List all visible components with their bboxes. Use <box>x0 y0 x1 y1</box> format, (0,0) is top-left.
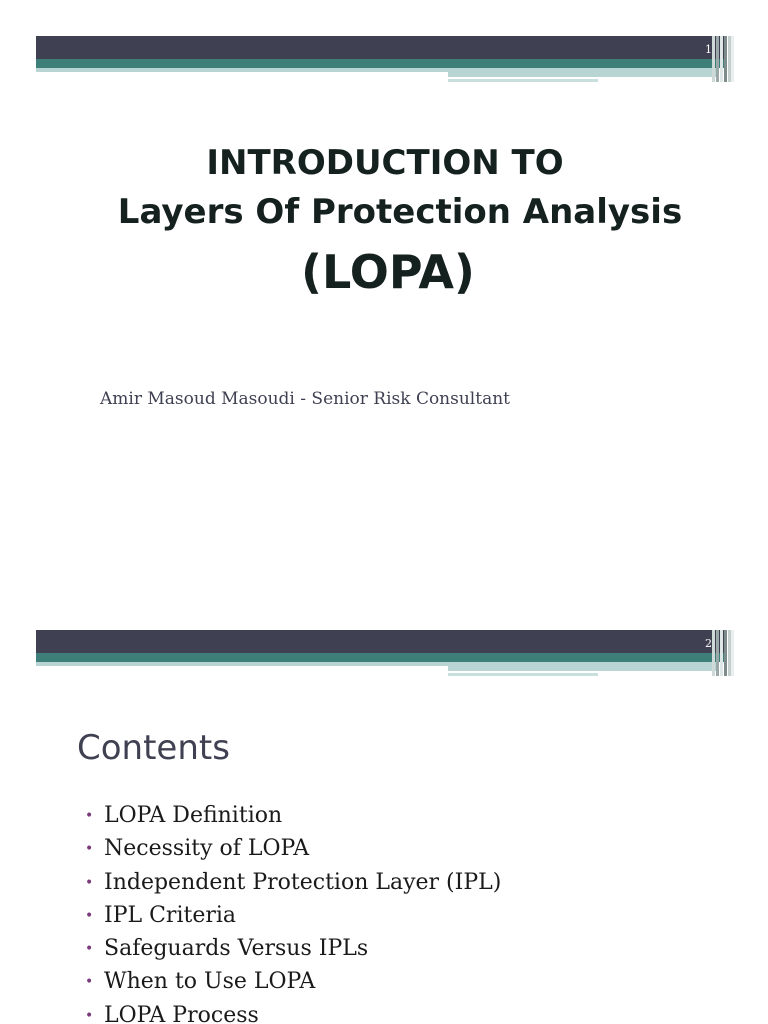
list-item-text: IPL Criteria <box>104 902 237 928</box>
header-teal-bar <box>36 59 726 68</box>
bullet-icon: • <box>85 941 94 958</box>
header-stripes <box>712 630 734 676</box>
title-line-3: (LOPA) <box>301 245 475 299</box>
header-stripes <box>712 36 734 82</box>
list-item-text: Independent Protection Layer (IPL) <box>104 869 502 895</box>
bullet-icon: • <box>85 1007 94 1024</box>
header-dark-bar <box>36 36 726 59</box>
bullet-icon: • <box>85 974 94 991</box>
contents-list <box>85 799 501 1024</box>
author-line: Amir Masoud Masoudi - Senior Risk Consultant <box>100 389 510 409</box>
header-light-bar-right <box>448 662 718 671</box>
header-teal-bar <box>36 653 726 662</box>
slide-title <box>40 140 760 304</box>
list-item-text: LOPA Process <box>104 1002 259 1024</box>
contents-heading: Contents <box>77 728 230 768</box>
title-line-2: Layers Of Protection Analysis <box>117 192 683 232</box>
header-light-bar <box>36 68 448 72</box>
title-line-1: INTRODUCTION TO <box>206 143 564 183</box>
bullet-icon: • <box>85 841 94 858</box>
slide-header-band <box>36 36 734 82</box>
list-item <box>85 799 501 832</box>
list-item-text: Safeguards Versus IPLs <box>104 936 369 962</box>
list-item <box>85 899 501 932</box>
bullet-icon: • <box>85 874 94 891</box>
header-light-bar-thin <box>448 673 598 676</box>
bullet-icon: • <box>85 808 94 824</box>
bullet-icon: • <box>85 907 94 924</box>
header-dark-bar <box>36 630 726 653</box>
list-item-text: When to Use LOPA <box>104 969 316 995</box>
list-item <box>85 965 501 998</box>
list-item <box>85 832 501 865</box>
header-light-bar <box>36 662 448 666</box>
slide-header-band <box>36 630 734 676</box>
list-item-text: LOPA Definition <box>104 803 283 828</box>
slide-number: 1 <box>705 43 712 56</box>
slide-number: 2 <box>705 637 712 650</box>
list-item <box>85 866 501 899</box>
header-light-bar-thin <box>448 79 598 82</box>
list-item <box>85 999 501 1024</box>
list-item <box>85 932 501 965</box>
list-item-text: Necessity of LOPA <box>104 836 310 862</box>
header-light-bar-right <box>448 68 718 77</box>
slide-2 <box>0 594 768 1024</box>
